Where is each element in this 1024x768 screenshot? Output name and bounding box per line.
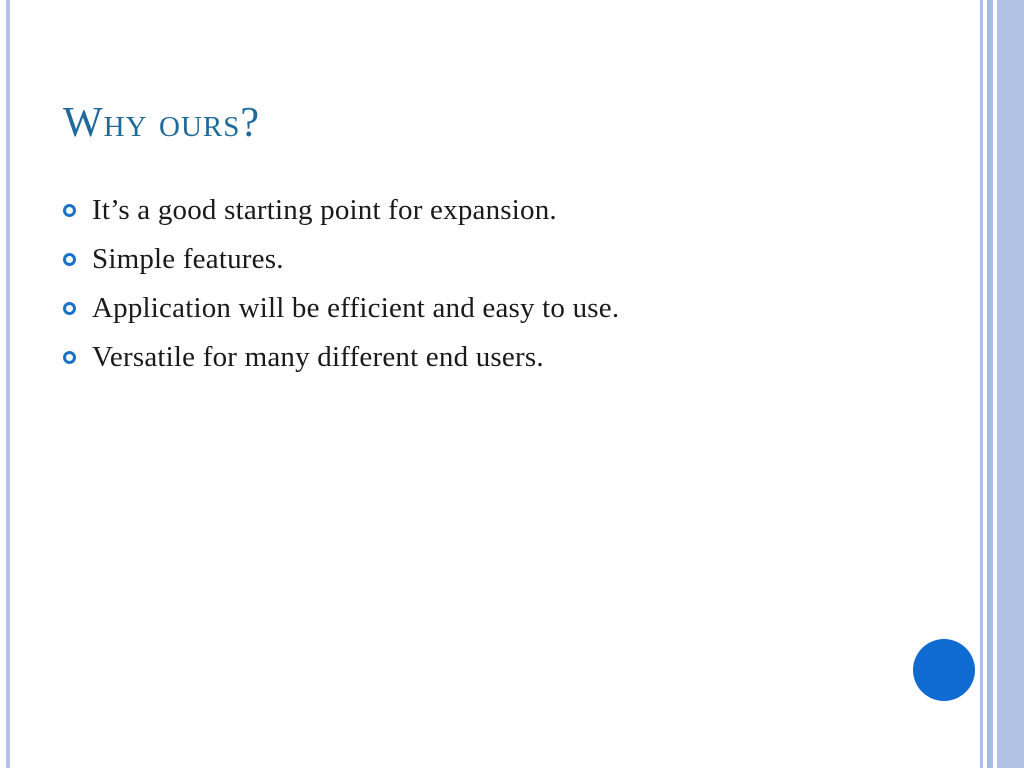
bullet-text: Versatile for many different end users.: [92, 341, 544, 373]
bullet-item: [63, 284, 619, 333]
bullet-text: Application will be efficient and easy to use.: [92, 292, 620, 324]
ring-bullet-icon: [63, 253, 76, 266]
bullet-text: It’s a good starting point for expansion.: [92, 194, 557, 226]
ring-bullet-icon: [63, 204, 76, 217]
ring-bullet-icon: [63, 351, 76, 364]
ring-bullet-icon: [63, 302, 76, 315]
bullet-item: [63, 235, 619, 284]
bullet-text: Simple features.: [92, 243, 284, 275]
bullet-item: [63, 186, 619, 235]
right-border-stripe: [987, 0, 993, 768]
bullet-list: [63, 186, 619, 382]
left-border-line: [6, 0, 10, 768]
right-border-thin-line: [980, 0, 983, 768]
slide-title: Why ours?: [63, 100, 261, 146]
right-border-band: [997, 0, 1024, 768]
filled-circle-icon: [913, 639, 975, 701]
bullet-item: [63, 333, 619, 382]
